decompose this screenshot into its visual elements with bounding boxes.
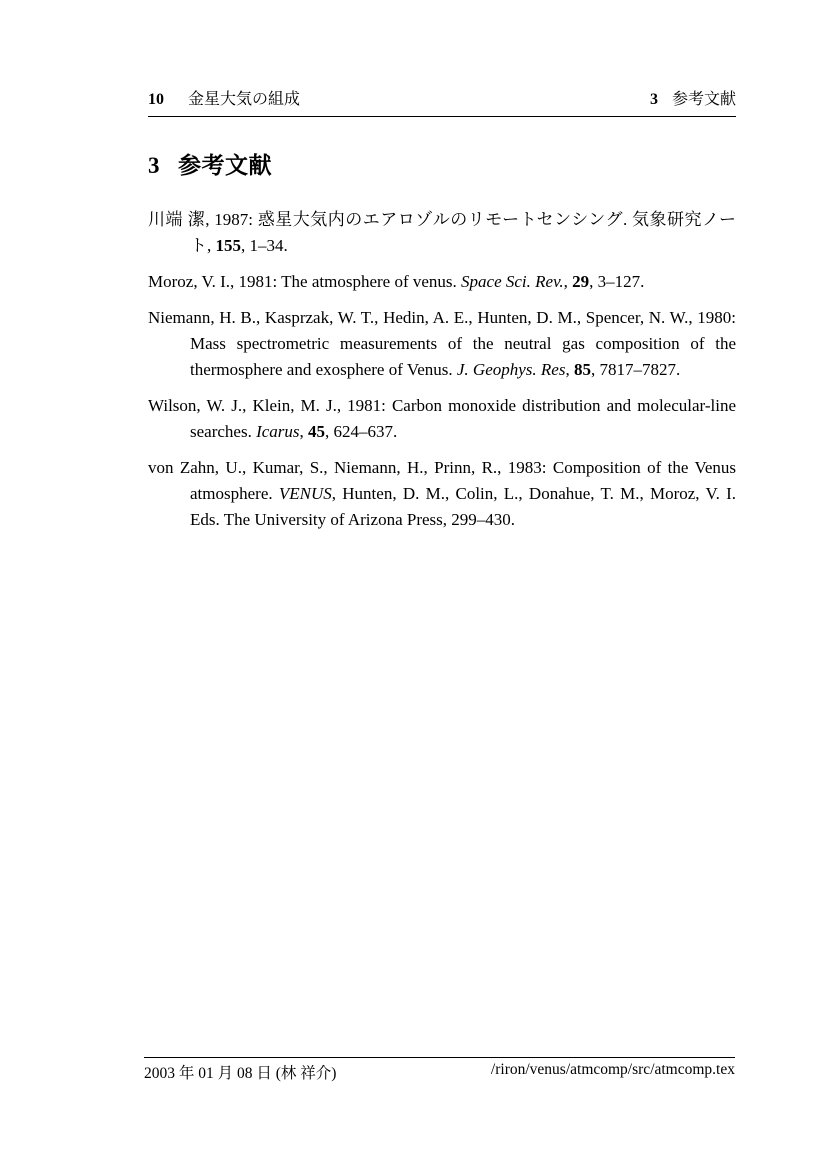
reference-item [148, 269, 736, 295]
reference-text-segment: , [299, 422, 309, 441]
reference-text-segment: 45 [308, 422, 326, 441]
running-header-section-number: 3 [649, 91, 658, 108]
reference-text-segment: von Zahn, U., Kumar, S., Niemann, H., Prinn, R., 1983: Composition of the Venus atmosphere. [148, 458, 736, 503]
reference-text-segment: , [563, 272, 573, 291]
page-number: 10 [148, 91, 164, 108]
reference-text-segment: , 7817–7827. [590, 360, 681, 379]
reference-text-segment: 川端 潔, 1987: 惑星大気内のエアロゾルのリモートセンシング. 気象研究ノート, [148, 210, 736, 255]
reference-text-segment: Icarus [256, 422, 300, 441]
reference-text-segment: Space Sci. Rev. [461, 272, 564, 291]
reference-item [148, 393, 736, 445]
footer-file-path: /riron/venus/atmcomp/src/atmcomp.tex [490, 1061, 735, 1078]
reference-item [148, 207, 736, 259]
reference-text-segment: Niemann, H. B., Kasprzak, W. T., Hedin, A. E., Hunten, D. M., Spencer, N. W., 1980: Mass spectrometric measurements of the neutral gas composition of the thermosphere and exosphere of Venus. [148, 308, 736, 379]
reference-text-segment: 155 [215, 236, 241, 255]
reference-text-segment: 85 [573, 360, 591, 379]
section-title: 参考文献 [178, 153, 272, 178]
reference-text-segment: , 1–34. [241, 236, 288, 255]
reference-text-segment: , 3–127. [589, 272, 645, 291]
reference-item [148, 305, 736, 383]
reference-text-segment: , [565, 360, 574, 379]
reference-text-segment: , 624–637. [325, 422, 398, 441]
section-number: 3 [148, 153, 160, 178]
running-header [148, 86, 736, 117]
running-header-right-title: 参考文献 [671, 91, 736, 108]
reference-text-segment: Wilson, W. J., Klein, M. J., 1981: Carbon monoxide distribution and molecular-line searches. [148, 396, 736, 441]
reference-text-segment: , Hunten, D. M., Colin, L., Donahue, T. M., Moroz, V. I. Eds. The University of Arizona Press, 299–430. [190, 484, 737, 529]
section-heading [148, 147, 736, 180]
reference-text-segment: J. Geophys. Res [456, 360, 566, 379]
reference-item [148, 455, 736, 533]
footer-date: 2003 年 01 月 08 日 (林 祥介) [144, 1065, 337, 1082]
reference-text-segment: Moroz, V. I., 1981: The atmosphere of venus. [148, 272, 462, 291]
running-header-left [148, 86, 300, 109]
reference-text-segment: VENUS [278, 484, 332, 503]
reference-text-segment: 29 [572, 272, 590, 291]
page-footer [144, 1057, 735, 1083]
references-list [148, 207, 736, 533]
running-header-right [650, 86, 736, 109]
page-content [148, 0, 736, 543]
running-header-left-title: 金星大気の組成 [188, 91, 301, 108]
